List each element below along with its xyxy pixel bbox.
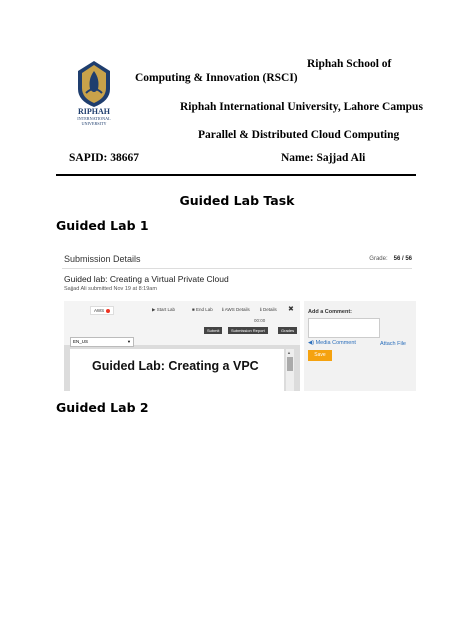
- language-value: EN_US: [73, 339, 89, 344]
- riphah-logo: [60, 57, 128, 127]
- lab1-heading: Guided Lab 1: [56, 218, 149, 233]
- scrollbar-thumb[interactable]: [287, 357, 293, 371]
- lab-name-link[interactable]: Guided lab: Creating a Virtual Private Cloud: [64, 274, 229, 284]
- submit-button[interactable]: Submit: [204, 327, 222, 334]
- aws-details-button[interactable]: ℹ AWS Details: [222, 307, 250, 312]
- lab-toolbar: [64, 301, 300, 345]
- grades-button[interactable]: Grades: [278, 327, 297, 334]
- header-divider: [56, 174, 416, 176]
- lab1-screenshot: [56, 241, 416, 391]
- speaker-icon: ◀): [308, 340, 316, 346]
- logo-text-riphah: RIPHAH: [78, 107, 110, 116]
- scroll-up-icon[interactable]: ▲: [287, 350, 291, 355]
- lab2-heading: Guided Lab 2: [56, 400, 149, 415]
- start-lab-button[interactable]: ▶ Start Lab: [152, 307, 175, 312]
- lab-content-title: Guided Lab: Creating a VPC: [92, 359, 259, 373]
- lab-frame: [64, 301, 300, 391]
- grade: [369, 256, 412, 262]
- logo-text-university: UNIVERSITY: [81, 121, 107, 126]
- add-comment-label: Add a Comment:: [308, 309, 352, 315]
- submission-divider: [62, 268, 412, 269]
- logo-text-international: INTERNATIONAL: [77, 116, 111, 121]
- aws-label: AWS: [94, 308, 105, 313]
- language-select[interactable]: [70, 337, 134, 347]
- lab-timer: 00:00: [254, 318, 266, 323]
- submission-details-title: Submission Details: [64, 254, 141, 264]
- page-title: Guided Lab Task: [179, 193, 295, 208]
- course-name: Parallel & Distributed Cloud Computing: [198, 129, 400, 141]
- student-name: Name: Sajjad Ali: [281, 152, 366, 164]
- lab-content-page: [70, 349, 284, 391]
- chevron-down-icon: ▼: [127, 339, 131, 344]
- grade-value: 56 / 56: [393, 256, 412, 262]
- submitted-info: Sajjad Ali submitted Nov 19 at 8:19am: [64, 286, 157, 292]
- close-icon[interactable]: ✖: [288, 306, 294, 313]
- grade-label: Grade:: [369, 256, 388, 262]
- scrollbar[interactable]: [286, 349, 294, 391]
- aws-status[interactable]: [90, 306, 114, 315]
- save-button[interactable]: Save: [308, 350, 332, 361]
- media-comment-link[interactable]: [308, 340, 356, 346]
- sapid: SAPID: 38667: [69, 152, 139, 164]
- end-lab-button[interactable]: ■ End Lab: [192, 307, 213, 312]
- university-name: Riphah International University, Lahore Campus: [180, 101, 423, 113]
- status-dot-icon: [106, 309, 110, 313]
- attach-file-link[interactable]: Attach File: [380, 341, 406, 347]
- media-comment-label: Media Comment: [315, 340, 356, 346]
- school-line-2: Computing & Innovation (RSCI): [135, 72, 298, 84]
- school-line-1: Riphah School of: [307, 58, 392, 70]
- details-button[interactable]: ℹ Details: [260, 307, 277, 312]
- submission-report-button[interactable]: Submission Report: [228, 327, 268, 334]
- comment-panel: [304, 301, 416, 391]
- comment-input[interactable]: [308, 318, 380, 338]
